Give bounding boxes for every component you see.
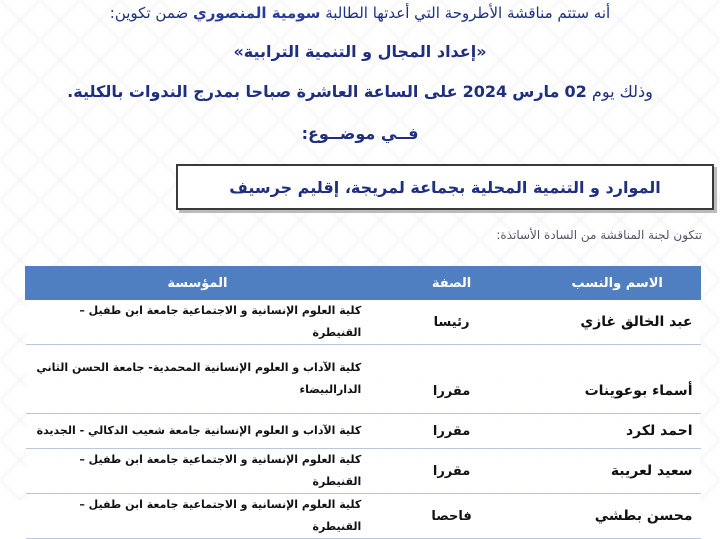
institution-line-1: كلية الآداب و العلوم الإنسانية المحمدية- جامعة الحسن الثاني (36, 361, 362, 374)
committee-table (25, 266, 701, 539)
institution-line-2: الدارالبيضاء (299, 383, 362, 396)
schedule-details: على الساعة العاشرة صباحا بمدرج الندوات بالكلية. (67, 82, 458, 101)
member-institution: كلية العلوم الإنسانية و الاجتماعية جامعة ابن طفيل – القنيطرة (26, 494, 370, 539)
table-row (26, 414, 701, 449)
subject-title-box (176, 164, 714, 210)
member-role: مقررا (369, 449, 534, 494)
intro-suffix: ضمن تكوين: (109, 4, 189, 22)
header-role: الصفة (369, 267, 534, 300)
member-name: احمد لكرد (534, 414, 701, 449)
member-institution (26, 345, 370, 414)
member-name: أسماء بوعوينات (534, 345, 701, 414)
header-name: الاسم والنسب (534, 267, 701, 300)
committee-intro: تتكون لجنة المناقشة من السادة الأساتذة: (496, 228, 702, 242)
schedule-line (0, 82, 720, 101)
member-role: فاحصا (369, 494, 534, 539)
schedule-day: 02 (564, 82, 587, 101)
program-title: «إعداد المجال و التنمية الترابية» (233, 42, 487, 61)
member-institution: كلية الآداب و العلوم الإنسانية جامعة شعيب الدكالي - الجديدة (26, 414, 370, 449)
table-row (26, 300, 701, 345)
subject-title: الموارد و التنمية المحلية بجماعة لمريجة، إقليم جرسيف (229, 177, 661, 197)
member-role: مقررا (369, 414, 534, 449)
member-name: عبد الخالق غازي (534, 300, 701, 345)
intro-text: أنه ستتم مناقشة الأطروحة التي أعدتها الطالبة (325, 4, 611, 22)
member-institution: كلية العلوم الإنسانية و الاجتماعية جامعة ابن طفيل – القنيطرة (26, 449, 370, 494)
member-institution: كلية العلوم الإنسانية و الاجتماعية جامعة ابن طفيل – القنيطرة (26, 300, 370, 345)
table-row (26, 345, 701, 414)
subject-heading: فــي موضــوع: (301, 124, 419, 143)
table-row (26, 494, 701, 539)
member-name: محسن بطشي (534, 494, 701, 539)
intro-line (0, 4, 720, 22)
student-name: سومية المنصوري (193, 4, 321, 22)
schedule-prefix: وذلك يوم (591, 82, 653, 101)
member-role: مقررا (369, 345, 534, 414)
schedule-year: 2024 (462, 82, 508, 101)
member-role: رئيسا (369, 300, 534, 345)
header-institution: المؤسسة (26, 267, 370, 300)
schedule-month: مارس (512, 82, 560, 101)
table-header-row (26, 267, 701, 300)
member-name: سعيد لعريبة (534, 449, 701, 494)
table-row (26, 449, 701, 494)
